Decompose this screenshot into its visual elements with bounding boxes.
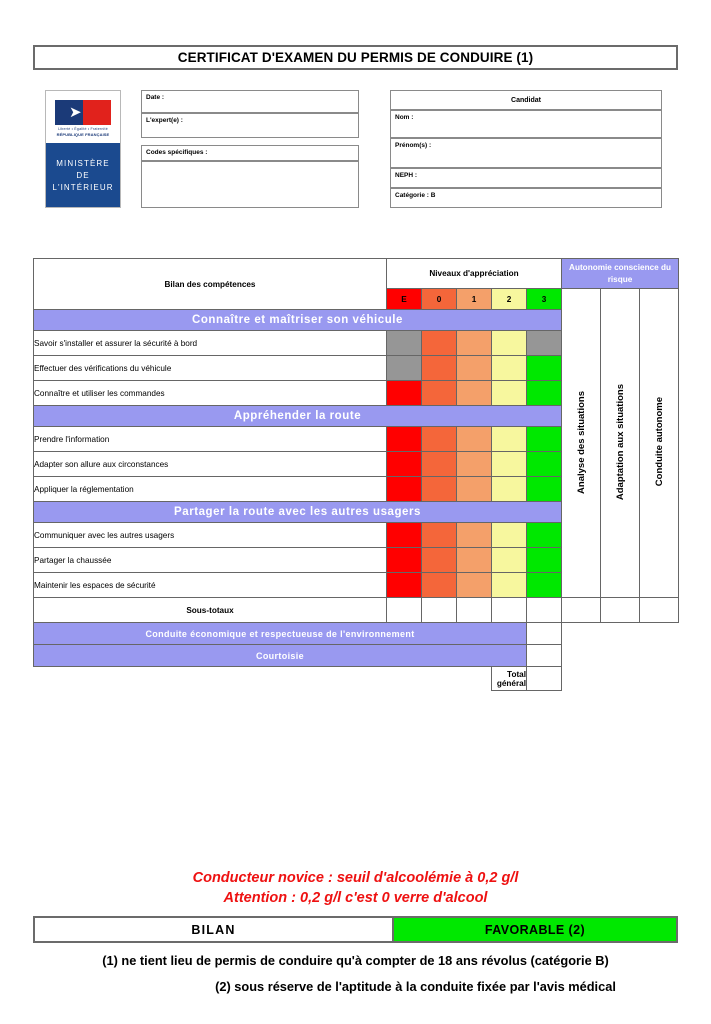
ministry-logo [45, 90, 121, 208]
grade-cell-E[interactable] [387, 573, 422, 598]
autonomy-column-1: Analyse des situations [562, 289, 601, 598]
grade-cell-3[interactable] [527, 548, 562, 573]
sous-totaux-value[interactable] [457, 598, 492, 623]
competency-label: Appliquer la réglementation [34, 477, 387, 502]
total-general-label: Total général [492, 667, 527, 691]
bilan-status-badge: FAVORABLE (2) [394, 918, 676, 941]
grade-cell-E[interactable] [387, 427, 422, 452]
competency-label: Savoir s'installer et assurer la sécurité à bord [34, 331, 387, 356]
categorie-field [390, 188, 662, 208]
sous-totaux-value[interactable] [387, 598, 422, 623]
courtoisie-spacer [562, 645, 679, 667]
bilan-result-box [33, 916, 678, 943]
sous-totaux-autonomy-value[interactable] [601, 598, 640, 623]
grade-header-1[interactable]: 1 [457, 289, 492, 310]
grade-cell-0[interactable] [422, 381, 457, 406]
grade-cell-E[interactable] [387, 477, 422, 502]
bilan-label: BILAN [35, 918, 394, 941]
table-header-row-1 [34, 259, 679, 289]
grade-cell-1[interactable] [457, 548, 492, 573]
section-heading-1: Connaître et maîtriser son véhicule [34, 310, 562, 331]
date-field[interactable] [141, 90, 359, 113]
grade-cell-1[interactable] [457, 381, 492, 406]
section-heading-2: Appréhender la route [34, 406, 562, 427]
grade-header-2[interactable]: 2 [492, 289, 527, 310]
candidat-header-label: Candidat [511, 96, 541, 104]
autonomie-header: Autonomie conscience du risque [562, 259, 679, 289]
grade-cell-E[interactable] [387, 356, 422, 381]
autonomy-column-3: Conduite autonome [640, 289, 679, 598]
total-spacer-right [562, 667, 679, 691]
candidat-header [390, 90, 662, 110]
nom-field[interactable] [390, 110, 662, 138]
grade-cell-1[interactable] [457, 573, 492, 598]
section-heading-3: Partager la route avec les autres usagers [34, 502, 562, 523]
niveaux-header: Niveaux d'appréciation [387, 259, 562, 289]
courtoisie-value[interactable] [527, 645, 562, 667]
competency-label: Prendre l'information [34, 427, 387, 452]
expert-label: L'expert(e) : [146, 117, 183, 124]
neph-field[interactable] [390, 168, 662, 188]
grade-cell-3[interactable] [527, 427, 562, 452]
grade-cell-1[interactable] [457, 427, 492, 452]
competency-label: Maintenir les espaces de sécurité [34, 573, 387, 598]
grade-header-0[interactable]: 0 [422, 289, 457, 310]
expert-field[interactable] [141, 113, 359, 138]
ministere-interieur-block [46, 143, 120, 207]
grade-cell-3[interactable] [527, 381, 562, 406]
grade-cell-3[interactable] [527, 356, 562, 381]
grade-cell-1[interactable] [457, 331, 492, 356]
marianne-profile-icon: ➤ [69, 103, 82, 121]
sous-totaux-value[interactable] [527, 598, 562, 623]
grade-cell-1[interactable] [457, 523, 492, 548]
grade-cell-E[interactable] [387, 452, 422, 477]
grade-cell-2[interactable] [492, 477, 527, 502]
competency-label: Partager la chaussée [34, 548, 387, 573]
courtoisie-label: Courtoisie [34, 645, 527, 667]
courtoisie-row [34, 645, 679, 667]
french-flag-icon [55, 100, 111, 125]
ministere-line-1: MINISTÈRE [56, 158, 110, 168]
eco-label: Conduite économique et respectueuse de l'environnement [34, 623, 527, 645]
devise-text: Liberté • Égalité • Fraternité [58, 126, 108, 131]
grade-cell-2[interactable] [492, 523, 527, 548]
eco-value[interactable] [527, 623, 562, 645]
sous-totaux-value[interactable] [492, 598, 527, 623]
grade-cell-0[interactable] [422, 548, 457, 573]
grade-cell-0[interactable] [422, 427, 457, 452]
codes-specifiques-label: Codes spécifiques : [146, 149, 208, 156]
grade-cell-E[interactable] [387, 548, 422, 573]
date-label: Date : [146, 94, 165, 101]
table-title: Bilan des compétences [34, 259, 387, 310]
nom-label: Nom : [395, 114, 414, 121]
grade-cell-0[interactable] [422, 523, 457, 548]
grade-cell-E[interactable] [387, 523, 422, 548]
grade-cell-1[interactable] [457, 356, 492, 381]
codes-specifiques-label-box [141, 145, 359, 161]
competency-label: Adapter son allure aux circonstances [34, 452, 387, 477]
total-general-row [34, 667, 679, 691]
eco-row [34, 623, 679, 645]
grade-cell-0[interactable] [422, 477, 457, 502]
categorie-label: Catégorie : B [395, 192, 436, 199]
competency-label: Communiquer avec les autres usagers [34, 523, 387, 548]
autonomy-column-2: Adaptation aux situations [601, 289, 640, 598]
prenom-field[interactable] [390, 138, 662, 168]
grade-cell-2[interactable] [492, 427, 527, 452]
footnote-2: (2) sous réserve de l'aptitude à la conduite fixée par l'avis médical [215, 979, 616, 994]
ministere-line-3: L'INTÉRIEUR [52, 182, 114, 192]
total-general-value[interactable] [527, 667, 562, 691]
grade-cell-E[interactable] [387, 331, 422, 356]
grade-cell-1[interactable] [457, 452, 492, 477]
grade-cell-3[interactable] [527, 452, 562, 477]
competency-label: Effectuer des vérifications du véhicule [34, 356, 387, 381]
eco-spacer [562, 623, 679, 645]
sous-totaux-label: Sous-totaux [34, 598, 387, 623]
alcohol-warning [0, 868, 711, 908]
neph-label: NEPH : [395, 172, 418, 179]
grade-cell-2[interactable] [492, 356, 527, 381]
sous-totaux-autonomy-value[interactable] [640, 598, 679, 623]
grade-cell-1[interactable] [457, 477, 492, 502]
grade-cell-3[interactable] [527, 523, 562, 548]
page-title: CERTIFICAT D'EXAMEN DU PERMIS DE CONDUIRE (1) [177, 50, 534, 65]
codes-specifiques-input[interactable] [141, 161, 359, 208]
ministere-line-2: DE [76, 170, 90, 180]
total-spacer-left [34, 667, 492, 691]
grade-cell-2[interactable] [492, 452, 527, 477]
sous-totaux-autonomy-value[interactable] [562, 598, 601, 623]
grade-cell-2[interactable] [492, 548, 527, 573]
grade-cell-2[interactable] [492, 381, 527, 406]
grade-header-E[interactable]: E [387, 289, 422, 310]
republique-francaise-block [46, 91, 120, 143]
grade-header-3[interactable]: 3 [527, 289, 562, 310]
prenom-label: Prénom(s) : [395, 142, 432, 149]
grade-cell-0[interactable] [422, 331, 457, 356]
grade-cell-3[interactable] [527, 573, 562, 598]
grade-cell-2[interactable] [492, 573, 527, 598]
alcohol-line-2: Attention : 0,2 g/l c'est 0 verre d'alcool [223, 890, 488, 906]
grade-cell-3[interactable] [527, 331, 562, 356]
republique-text: RÉPUBLIQUE FRANÇAISE [56, 132, 110, 138]
sous-totaux-value[interactable] [422, 598, 457, 623]
document-title-box [33, 45, 678, 70]
grade-cell-0[interactable] [422, 573, 457, 598]
grade-cell-3[interactable] [527, 477, 562, 502]
competency-label: Connaître et utiliser les commandes [34, 381, 387, 406]
footnote-1: (1) ne tient lieu de permis de conduire qu'à compter de 18 ans révolus (catégorie B) [102, 953, 609, 968]
alcohol-line-1: Conducteur novice : seuil d'alcoolémie à 0,2 g/l [192, 870, 519, 886]
grade-cell-0[interactable] [422, 452, 457, 477]
competency-table [33, 258, 679, 691]
grade-cell-0[interactable] [422, 356, 457, 381]
grade-cell-E[interactable] [387, 381, 422, 406]
sous-totaux-row [34, 598, 679, 623]
grade-cell-2[interactable] [492, 331, 527, 356]
